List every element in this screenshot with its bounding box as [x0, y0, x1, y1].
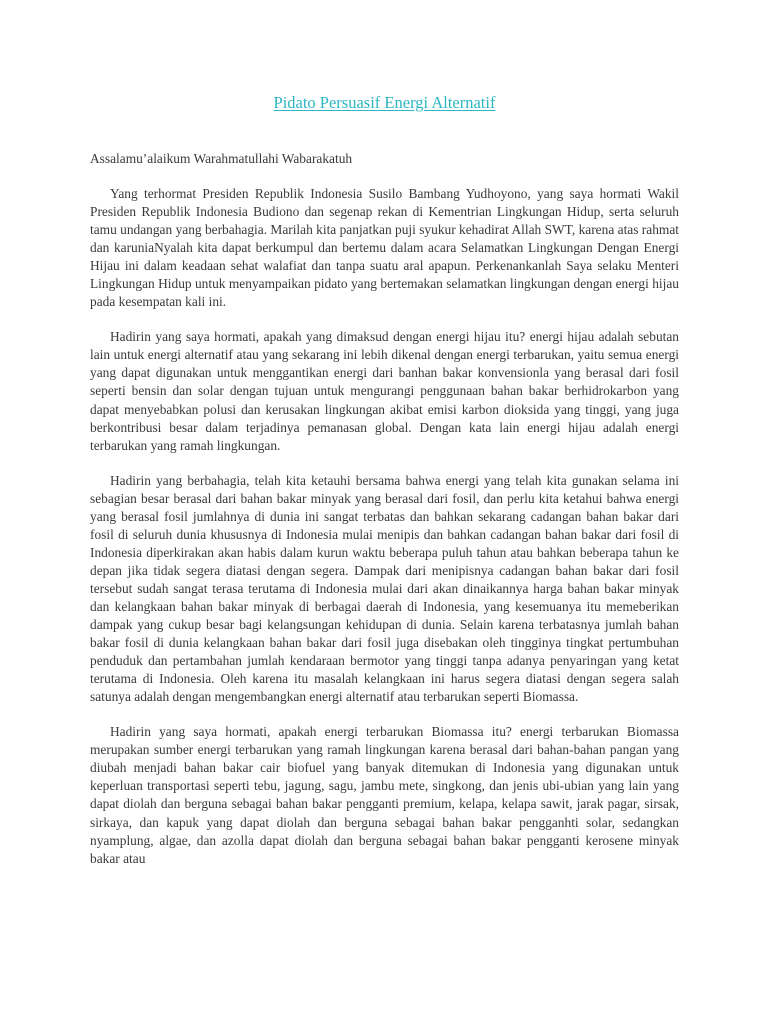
paragraph-green-energy-definition: Hadirin yang saya hormati, apakah yang dimaksud dengan energi hijau itu? energi hijau adalah sebutan lain untuk energi alternatif atau yang sekarang ini lebih dikenal dengan energi terbarukan, yaitu semua energi yang dapat digunakan untuk menggantikan energi dari banhan bakar konvensionla yang berasal dari fosil seperti bensin dan solar dengan tujuan untuk mengurangi penggunaan bahan bakar berhidrokarbon yang dapat menyebabkan polusi dan kerusakan lingkungan akibat emisi karbon dioksida yang tinggi, yang juga berkontribusi besar dalam terjadinya pemanasan global. Dengan kata lain energi hijau adalah energi terbarukan yang ramah lingkungan. [90, 329, 679, 453]
document-body [90, 92, 679, 885]
paragraph-fossil-fuel-scarcity: Hadirin yang berbahagia, telah kita ketauhi bersama bahwa energi yang telah kita gunakan selama ini sebagian besar berasal dari bahan bakar minyak yang berasal dari fosil, dan perlu kita ketahui bahwa energi yang berasal fosil jumlahnya di dunia ini sangat terbatas dan bahkan sekarang cadangan bahan bakar dari fosil di seluruh dunia khususnya di Indonesia mulai menipis dan bahkan cadangan bahan bakar dari fosil di Indonesia diperkirakan akan habis dalam kurun waktu beberapa puluh tahun atau bahkan beberapa tahun ke depan jika tidak segera diatasi dengan segera. Dampak dari menipisnya cadangan bahan bakar dari fosil tersebut sudah sangat terasa terutama di Indonesia mulai dari akan dinaikannya harga bahan bakar minyak dan kelangkaan bahan bakar minyak di berbagai daerah di Indonesia, yang kesemuanya itu memeberikan dampak yang cukup besar bagi kelangsungan kehidupan di dunia. Selain karena terbatasnya jumlah bahan bakar fosil di dunia kelangkaan bahan bakar dari fosil juga disebakan oleh tingginya tingkat pertumbuhan penduduk dan pertambahan jumlah kendaraan bermotor yang tinggi tanpa adanya penyaringan yang ketat terutama di Indonesia. Oleh karena itu masalah kelangkaan ini harus segera diatasi dengan segera salah satunya adalah dengan mengembangkan energi alternatif atau terbarukan seperti Biomassa. [90, 472, 679, 705]
paragraph-opening: Yang terhormat Presiden Republik Indonesia Susilo Bambang Yudhoyono, yang saya hormati Wakil Presiden Republik Indonesia Budiono dan segenap rekan di Kementrian Lingkungan Hidup, serta seluruh tamu undangan yang berbahagia. Marilah kita panjatkan puji syukur kehadirat Allah SWT, karena atas rahmat dan karuniaNyalah kita dapat berkumpul dan bertemu dalam acara Selamatkan Lingkungan Dengan Energi Hijau ini dalam keadaan sehat walafiat dan tanpa suatu aral apapun. Perkenankanlah Saya selaku Menteri Lingkungan Hidup untuk menyampaikan pidato yang bertemakan selamatkan lingkungan dengan energi hijau pada kesempatan kali ini. [90, 186, 679, 310]
paragraph-biomass: Hadirin yang saya hormati, apakah energi terbarukan Biomassa itu? energi terbarukan Biomassa merupakan sumber energi terbarukan yang ramah lingkungan karena berasal dari bahan-bahan pangan yang diubah menjadi bahan bakar cair biofuel yang banyak ditemukan di Indonesia yang digunakan untuk keperluan transportasi seperti tebu, jagung, sagu, jambu mete, singkong, dan jenis ubi-ubian yang lain yang dapat diolah dan berguna sebagai bahan bakar pengganti premium, kelapa, kelapa sawit, jarak pagar, sirsak, sirkaya, dan kapuk yang dapat diolah dan berguna sebagai bahan bakar pengganhti solar, sedangkan nyamplung, algae, dan azolla dapat diolah dan berguna sebagai bahan bakar pengganti kerosene minyak bakar atau [90, 724, 679, 866]
greeting: Assalamu’alaikum Warahmatullahi Wabarakatuh [90, 151, 353, 166]
document-title: Pidato Persuasif Energi Alternatif [273, 93, 496, 112]
